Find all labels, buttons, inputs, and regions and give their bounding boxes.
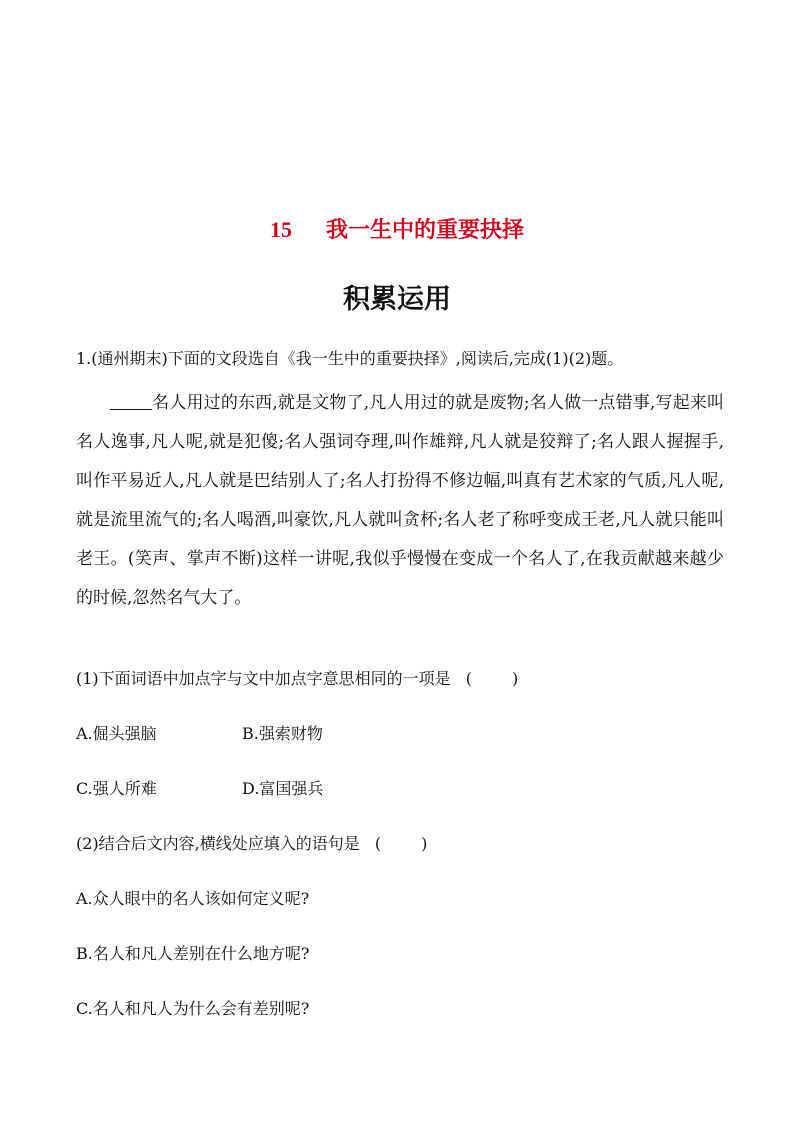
answer-paren-open: ( (374, 834, 382, 853)
option-c[interactable]: C.强人所难 (76, 779, 157, 798)
answer-paren-close: ) (421, 834, 428, 853)
lesson-number: 15 (269, 217, 292, 242)
lesson-title (0, 213, 794, 244)
sub-question-1-prompt: (1)下面词语中加点字与文中加点字意思相同的一项是 (76, 669, 451, 688)
passage-text: 名人用过的东西,就是文物了,凡人用过的就是废物;名人做一点错事,写起来叫名人逸事,凡人呢,就是犯傻;名人强词夺理,叫作雄辩,凡人就是狡辩了;名人跟人握握手,叫作平易近人,凡人就是巴结别人了;名人打扮得不修边幅,叫真有艺术家的气质,凡人呢,就是流里流气的;名人喝酒,叫豪饮,凡人就叫贪杯;名人老了称呼变成王老,凡人就只能叫老王。(笑声、掌声不断)这样一讲呢,我似乎慢慢在变成一个名人了,在我贡献越来越少的时候,忽然名气大了。 (76, 393, 724, 608)
option-row-2 (76, 776, 323, 799)
sub-question-2-prompt: (2)结合后文内容,横线处应填入的语句是 (76, 834, 360, 853)
fill-blank[interactable] (110, 392, 152, 410)
sub-question-2 (76, 831, 427, 854)
option-d[interactable]: D.富国强兵 (242, 779, 324, 798)
option-a[interactable]: A.倔头强脑 (76, 724, 157, 743)
sub-question-1 (76, 666, 518, 689)
lesson-name: 我一生中的重要抉择 (325, 218, 524, 243)
question-1-stem: 1.(通州期末)下面的文段选自《我一生中的重要抉择》,阅读后,完成(1)(2)题。 (76, 349, 624, 368)
option-b[interactable]: B.名人和凡人差别在什么地方呢? (76, 944, 310, 963)
option-row-1 (76, 721, 323, 744)
section-title: 积累运用 (343, 284, 451, 315)
answer-paren-open: ( (465, 669, 473, 688)
option-b[interactable]: B.强索财物 (242, 724, 323, 743)
answer-paren-close: ) (512, 669, 519, 688)
option-c[interactable]: C.名人和凡人为什么会有差别呢? (76, 999, 310, 1018)
option-a[interactable]: A.众人眼中的名人该如何定义呢? (76, 889, 310, 908)
reading-passage (76, 384, 724, 618)
